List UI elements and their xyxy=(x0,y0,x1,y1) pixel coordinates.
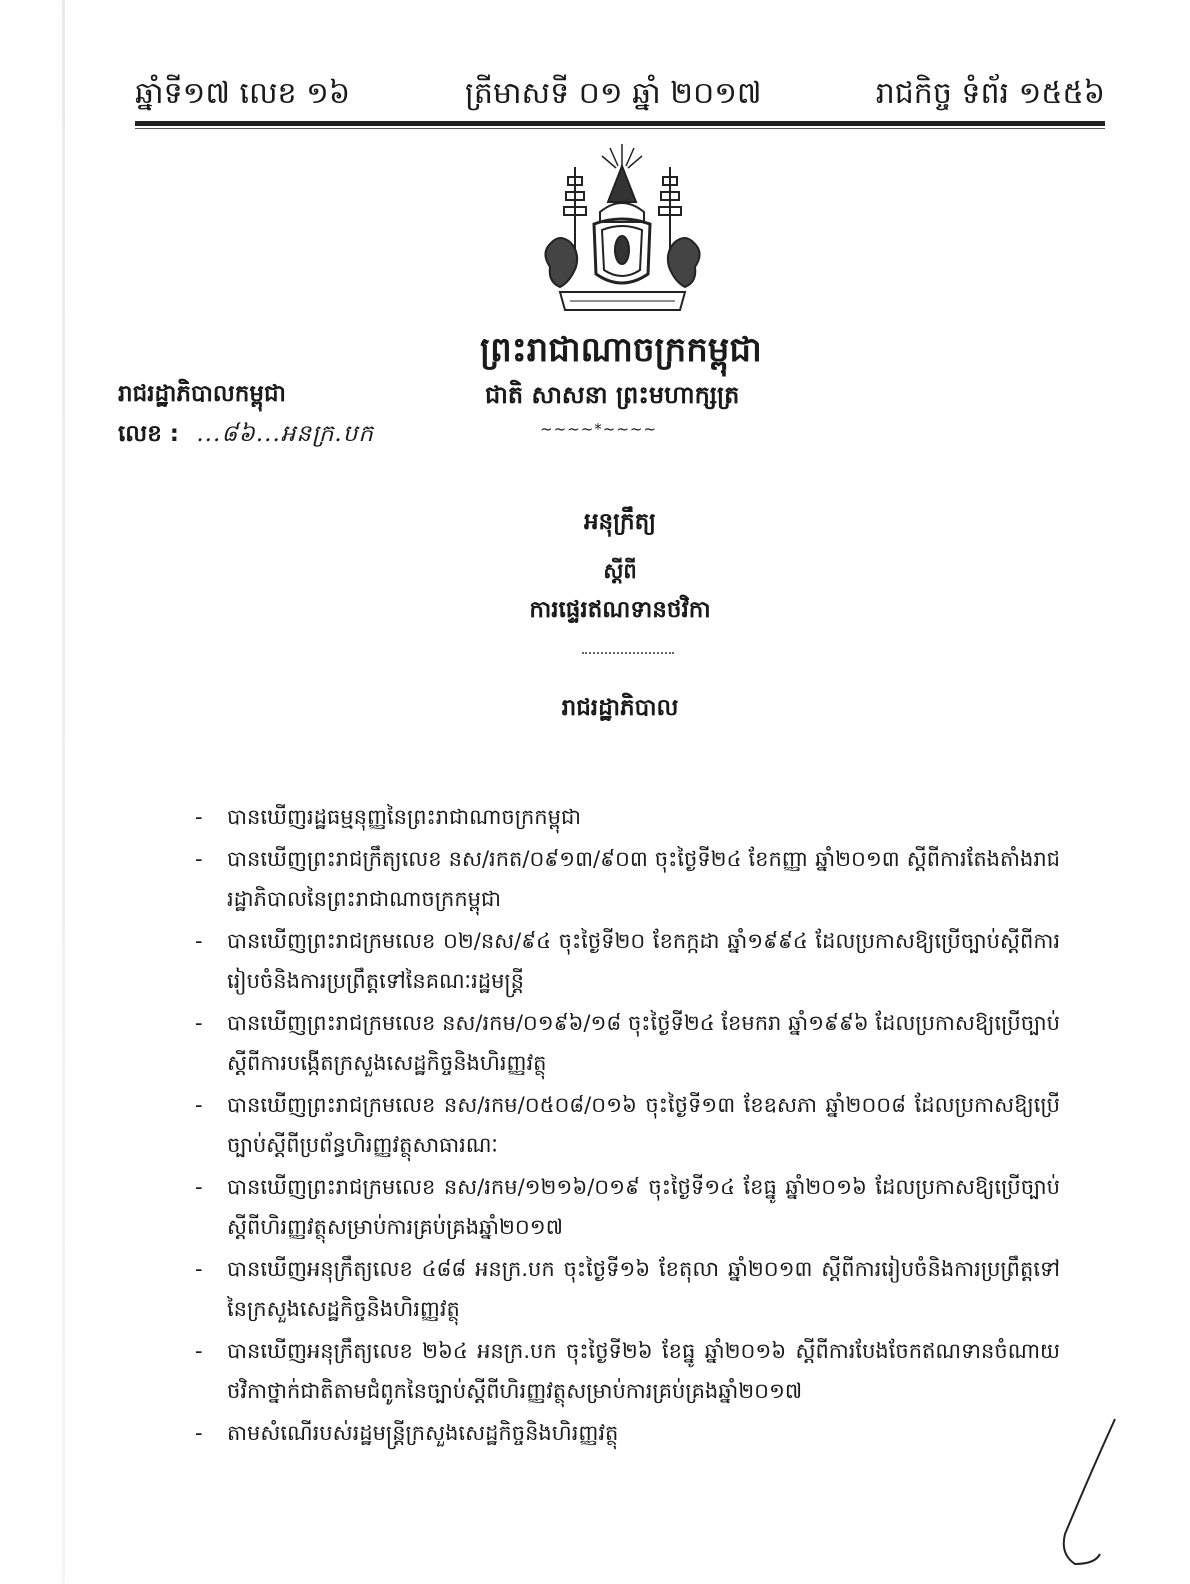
preamble-item: - បានឃើញអនុក្រឹត្យលេខ ៤៨៨ អនក្រ.បក ចុះថ្ងៃទី១៦ ខែតុលា ឆ្នាំ២០១៣ ស្តីពីការរៀបចំនិងការប្រព្រឹត្តទៅនៃក្រសួងសេដ្ឋកិច្ចនិងហិរញ្ញវត្ថុ xyxy=(195,1257,1060,1321)
document-number-value: ...៨៦...អនក្រ.បក xyxy=(196,421,374,447)
preamble-text: បានឃើញព្រះរាជក្រឹត្យលេខ នស/រកត/០៩១៣/៩០៣ ចុះថ្ងៃទី២៤ ខែកញ្ញា ឆ្នាំ២០១៣ ស្តីពីការតែងតាំងរាជរដ្ឋាភិបាលនៃព្រះរាជាណាចក្រកម្ពុជា xyxy=(227,847,1060,911)
preamble-text: តាមសំណើរបស់រដ្ឋមន្ត្រីក្រសួងសេដ្ឋកិច្ចនិងហិរញ្ញវត្ថុ xyxy=(227,1421,619,1445)
preamble-item: - បានឃើញព្រះរាជក្រមលេខ នស/រកម/១២១៦/០១៩ ចុះថ្ងៃទី១៤ ខែធ្នូ ឆ្នាំ២០១៦ ដែលប្រកាសឱ្យប្រើច្បាប់ស្តីពីហិរញ្ញវត្ថុសម្រាប់ការគ្រប់គ្រងឆ្នាំ២០១៧ xyxy=(195,1175,1060,1239)
preamble-item: - បានឃើញរដ្ឋធម្មនុញ្ញនៃព្រះរាជាណាចក្រកម្ពុជា xyxy=(195,805,581,829)
preamble-item: - បានឃើញព្រះរាជក្រឹត្យលេខ នស/រកត/០៩១៣/៩០៣ ចុះថ្ងៃទី២៤ ខែកញ្ញា ឆ្នាំ២០១៣ ស្តីពីការតែងតាំងរាជរដ្ឋាភិបាលនៃព្រះរាជាណាចក្រកម្ពុជា xyxy=(195,847,1060,911)
preamble-text: បានឃើញព្រះរាជក្រមលេខ នស/រកម/១២១៦/០១៩ ចុះថ្ងៃទី១៤ ខែធ្នូ ឆ្នាំ២០១៦ ដែលប្រកាសឱ្យប្រើច្បាប់ស្តីពីហិរញ្ញវត្ថុសម្រាប់ការគ្រប់គ្រងឆ្នាំ២០១៧ xyxy=(227,1175,1060,1239)
scan-edge xyxy=(62,0,65,1584)
document-about: ស្តីពី xyxy=(603,559,637,583)
national-motto: ជាតិ សាសនា ព្រះមហាក្សត្រ xyxy=(485,381,740,409)
preamble-item: - បានឃើញអនុក្រឹត្យលេខ ២៦៤ អនក្រ.បក ចុះថ្ងៃទី២៦ ខែធ្នូ ឆ្នាំ២០១៦ ស្តីពីការបែងចែកឥណទានចំណាយថវិកាថ្នាក់ជាតិតាមជំពូកនៃច្បាប់ស្តីពីហិរញ្ញវត្ថុសម្រាប់ការគ្រប់គ្រងឆ្នាំ២០១៧ xyxy=(195,1339,1060,1403)
preamble-text: បានឃើញអនុក្រឹត្យលេខ ៤៨៨ អនក្រ.បក ចុះថ្ងៃទី១៦ ខែតុលា ឆ្នាំ២០១៣ ស្តីពីការរៀបចំនិងការប្រព្រឹត្តទៅនៃក្រសួងសេដ្ឋកិច្ចនិងហិរញ្ញវត្ថុ xyxy=(227,1257,1060,1321)
document-number-label: លេខ : xyxy=(118,421,180,447)
preamble-text: បានឃើញរដ្ឋធម្មនុញ្ញនៃព្រះរាជាណាចក្រកម្ពុជា xyxy=(227,805,581,829)
ornament-divider: ~~~~*~~~~ xyxy=(540,420,658,438)
preamble-list xyxy=(195,797,1060,1455)
preamble-item: - បានឃើញព្រះរាជក្រមលេខ ០២/នស/៩៤ ចុះថ្ងៃទី២០ ខែកក្កដា ឆ្នាំ១៩៩៤ ដែលប្រកាសឱ្យប្រើច្បាប់ស្តីពីការរៀបចំនិងការប្រព្រឹត្តទៅនៃគណៈរដ្ឋមន្ត្រី xyxy=(195,929,1060,993)
preamble-text: បានឃើញព្រះរាជក្រមលេខ នស/រកម/០១៩៦/១៨ ចុះថ្ងៃទី២៤ ខែមករា ឆ្នាំ១៩៩៦ ដែលប្រកាសឱ្យប្រើច្បាប់ស្តីពីការបង្កើតក្រសួងសេដ្ឋកិច្ចនិងហិរញ្ញវត្ថុ xyxy=(227,1011,1060,1075)
preamble-text: បានឃើញព្រះរាជក្រមលេខ ០២/នស/៩៤ ចុះថ្ងៃទី២០ ខែកក្កដា ឆ្នាំ១៩៩៤ ដែលប្រកាសឱ្យប្រើច្បាប់ស្តីពីការរៀបចំនិងការប្រព្រឹត្តទៅនៃគណៈរដ្ឋមន្ត្រី xyxy=(227,929,1060,993)
preamble-item: - តាមសំណើរបស់រដ្ឋមន្ត្រីក្រសួងសេដ្ឋកិច្ចនិងហិរញ្ញវត្ថុ xyxy=(195,1421,619,1445)
preamble-text: បានឃើញអនុក្រឹត្យលេខ ២៦៤ អនក្រ.បក ចុះថ្ងៃទី២៦ ខែធ្នូ ឆ្នាំ២០១៦ ស្តីពីការបែងចែកឥណទានចំណាយថវិកាថ្នាក់ជាតិតាមជំពូកនៃច្បាប់ស្តីពីហិរញ្ញវត្ថុសម្រាប់ការគ្រប់គ្រងឆ្នាំ២០១៧ xyxy=(227,1339,1060,1403)
preamble-item: - បានឃើញព្រះរាជក្រមលេខ នស/រកម/០៥០៨/០១៦ ចុះថ្ងៃទី១៣ ខែឧសភា ឆ្នាំ២០០៨ ដែលប្រកាសឱ្យប្រើច្បាប់ស្តីពីប្រព័ន្ធហិរញ្ញវត្ថុសាធារណៈ xyxy=(195,1093,1060,1157)
title-divider xyxy=(582,652,674,655)
signature-initial xyxy=(1040,1414,1120,1574)
preamble-item: - បានឃើញព្រះរាជក្រមលេខ នស/រកម/០១៩៦/១៨ ចុះថ្ងៃទី២៤ ខែមករា ឆ្នាំ១៩៩៦ ដែលប្រកាសឱ្យប្រើច្បាប់ស្តីពីការបង្កើតក្រសួងសេដ្ឋកិច្ចនិងហិរញ្ញវត្ថុ xyxy=(195,1011,1060,1075)
page-header xyxy=(135,70,1105,120)
document-subject: ការផ្ទេរឥណទានថវិកា xyxy=(529,597,711,623)
document-type: អនុក្រឹត្យ xyxy=(583,509,657,535)
royal-coat-of-arms-icon xyxy=(530,142,715,322)
government-name: រាជរដ្ឋាភិបាលកម្ពុជា xyxy=(118,381,286,407)
header-rule xyxy=(135,121,1105,126)
document-issuer: រាជរដ្ឋាភិបាល xyxy=(561,695,679,721)
header-year-issue: ឆ្នាំទី១៧ លេខ ១៦ xyxy=(135,76,351,111)
header-quarter: ត្រីមាសទី ០១ ឆ្នាំ ២០១៧ xyxy=(465,76,762,111)
document-number xyxy=(118,420,374,453)
preamble-text: បានឃើញព្រះរាជក្រមលេខ នស/រកម/០៥០៨/០១៦ ចុះថ្ងៃទី១៣ ខែឧសភា ឆ្នាំ២០០៨ ដែលប្រកាសឱ្យប្រើច្បាប់ស្តីពីប្រព័ន្ធហិរញ្ញវត្ថុសាធារណៈ xyxy=(227,1093,1060,1157)
kingdom-title: ព្រះរាជាណាចក្រកម្ពុជា xyxy=(480,330,762,370)
header-rule-thin xyxy=(135,128,1105,129)
header-gazette-page: រាជកិច្ច ទំព័រ ១៥៥៦ xyxy=(875,76,1105,111)
